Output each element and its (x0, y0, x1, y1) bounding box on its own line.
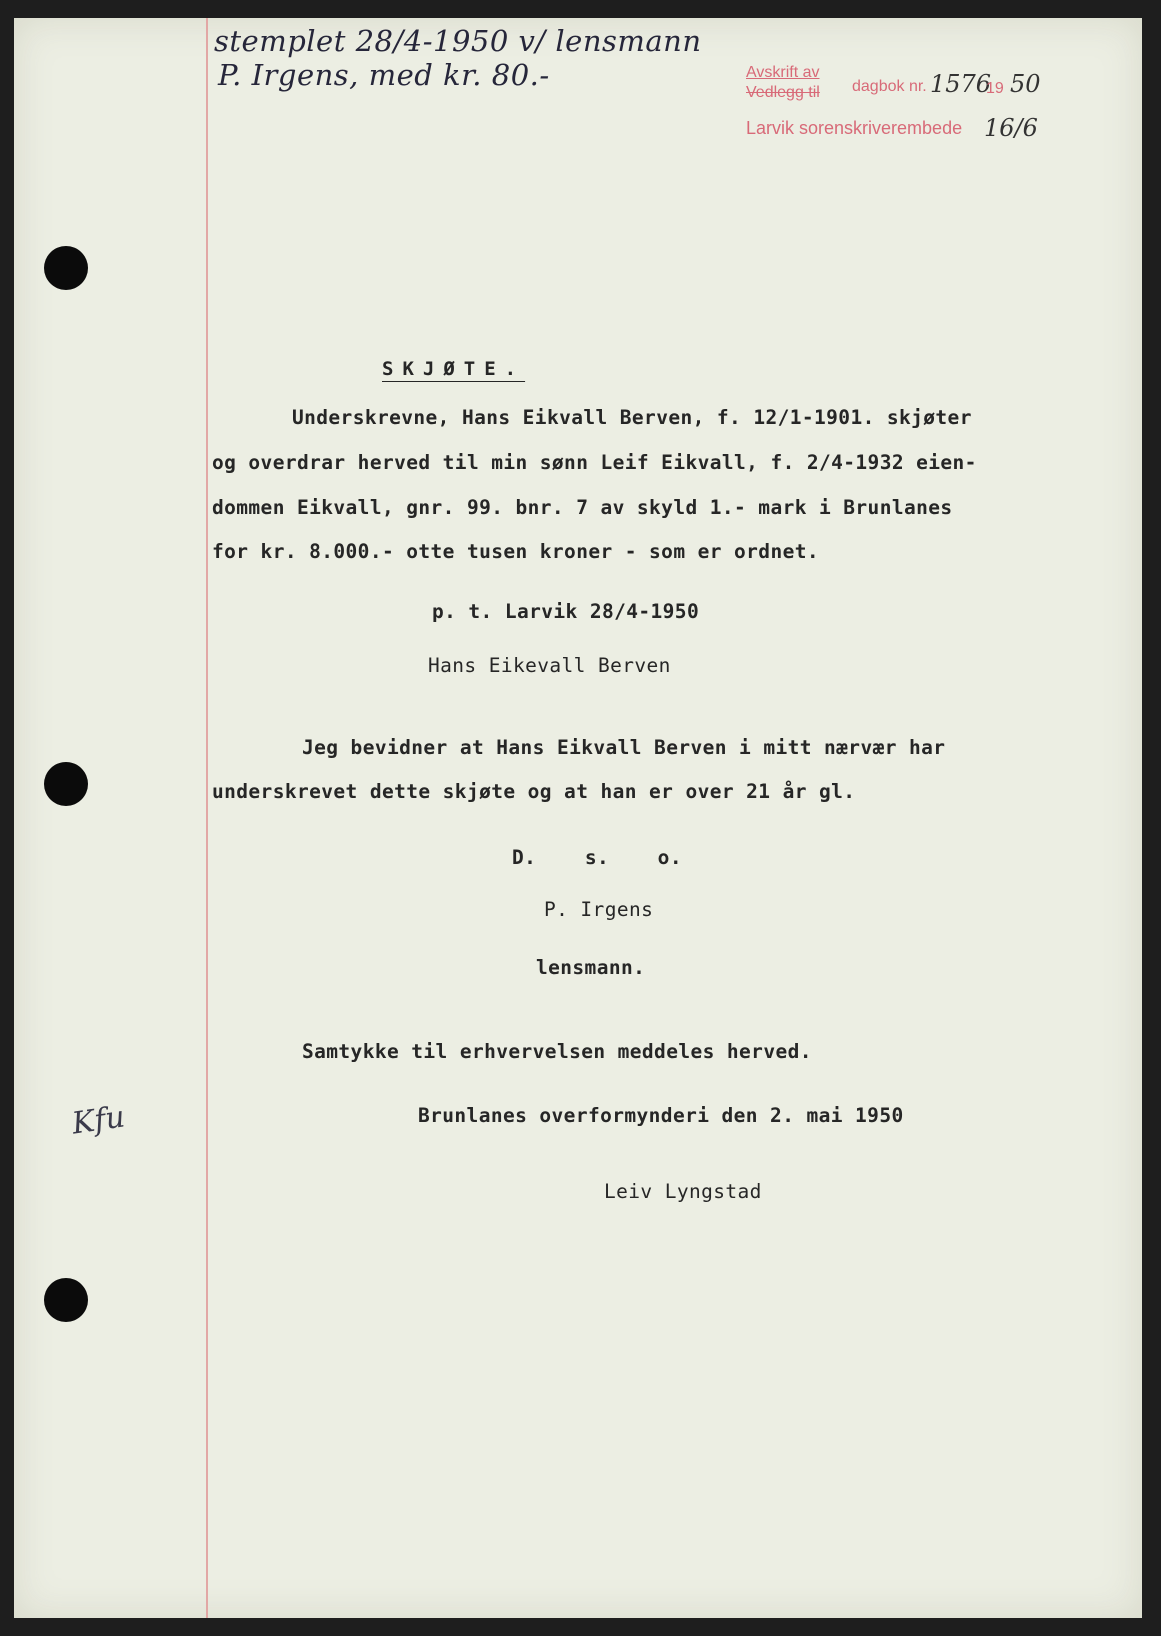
handwritten-header-line2: P. Irgens, med kr. 80.- (218, 58, 550, 92)
stamp-office: Larvik sorenskriverembede (746, 118, 963, 138)
margin-note: Kfu (69, 1099, 128, 1142)
punch-hole (44, 1278, 88, 1322)
grantor-signature: Hans Eikevall Berven (428, 654, 671, 677)
body-line: dommen Eikvall, gnr. 99. bnr. 7 av skyld 1.- mark i Brunlanes (212, 496, 953, 519)
document-title: SKJØTE. (382, 358, 526, 380)
handwritten-header-line1: stemplet 28/4-1950 v/ lensmann (214, 24, 702, 58)
stamp-dagbok-number: 1576 (930, 70, 992, 98)
margin-line (206, 18, 208, 1618)
consent-text: Samtykke til erhvervelsen meddeles herved. (302, 1040, 812, 1063)
stamp-year-prefix: 19 (986, 80, 1004, 97)
body-line: Underskrevne, Hans Eikvall Berven, f. 12/1-1901. skjøter (292, 406, 972, 429)
witness-line: Jeg bevidner at Hans Eikvall Berven i mitt nærvær har (302, 736, 946, 759)
body-line: og overdrar herved til min sønn Leif Eikvall, f. 2/4-1932 eien- (212, 451, 977, 474)
stamp-date: 16/6 (984, 114, 1038, 142)
punch-hole (44, 762, 88, 806)
stamp-avskrift: Avskrift av (746, 64, 820, 81)
stamp-vedlegg: Vedlegg til (746, 84, 820, 101)
stamp-year-suffix: 50 (1010, 70, 1041, 98)
consent-place-date: Brunlanes overformynderi den 2. mai 1950 (418, 1104, 904, 1127)
witness-name: P. Irgens (544, 898, 654, 921)
dso-mark: D. s. o. (512, 846, 682, 869)
consent-signature: Leiv Lyngstad (604, 1180, 762, 1203)
place-date: p. t. Larvik 28/4-1950 (432, 600, 700, 623)
document-page (14, 18, 1142, 1618)
body-line: for kr. 8.000.- otte tusen kroner - som er ordnet. (212, 540, 819, 563)
punch-hole (44, 246, 88, 290)
witness-title: lensmann. (536, 956, 646, 979)
stamp-dagbok-label: dagbok nr. (852, 78, 927, 95)
witness-line: underskrevet dette skjøte og at han er over 21 år gl. (212, 780, 856, 803)
